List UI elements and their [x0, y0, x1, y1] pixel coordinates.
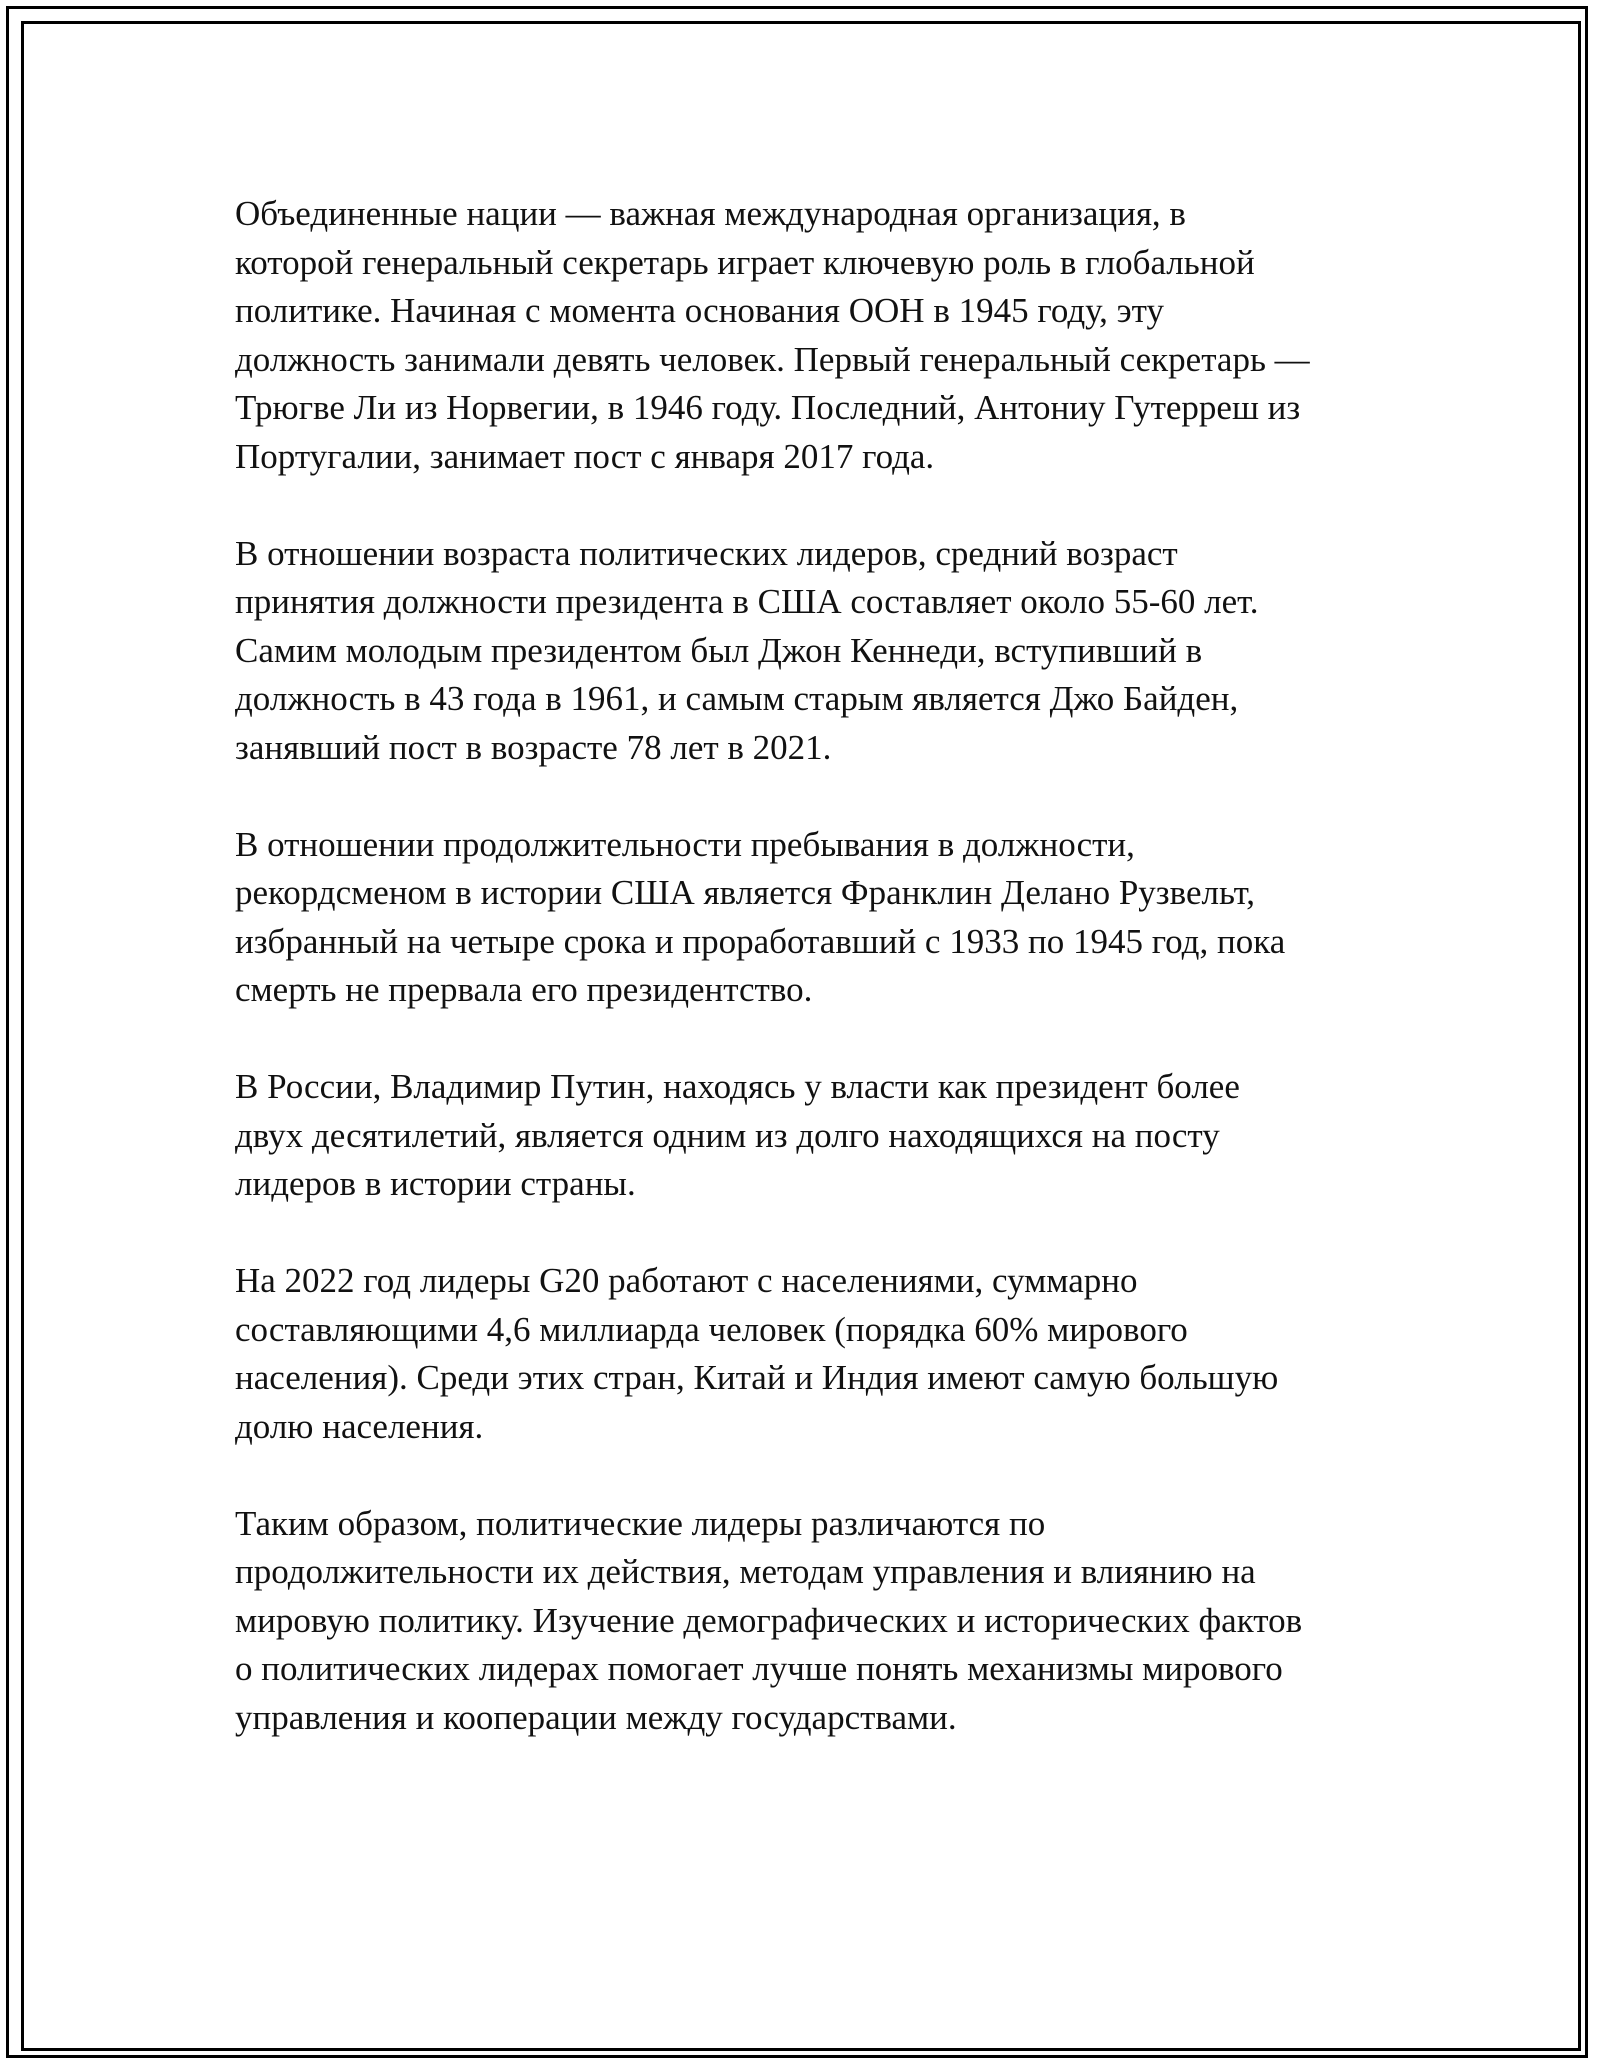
text-line: двух десятилетий, является одним из долго находящихся на посту [235, 1115, 1220, 1155]
text-line: На 2022 год лидеры G20 работают с населениями, суммарно [235, 1261, 1138, 1300]
text-line: В отношении возраста политических лидеров, средний возраст [235, 533, 1178, 573]
text-line: должность в 43 года в 1961, и самым старым является Джо Байден, [235, 679, 1239, 718]
text-line: занявший пост в возрасте 78 лет в 2021. [235, 727, 832, 767]
text-line: долю населения. [235, 1406, 484, 1446]
text-line: принятия должности президента в США составляет около 55-60 лет. [235, 582, 1259, 621]
text-line: мировую политику. Изучение демографических и исторических фактов [235, 1600, 1303, 1640]
paragraph-conclusion [235, 1500, 1385, 1743]
text-line: Самим молодым президентом был Джон Кеннеди, вступивший в [235, 630, 1203, 670]
text-line: политике. Начиная с момента основания ООН в 1945 году, эту [235, 291, 1164, 330]
text-line: продолжительности их действия, методам управления и влиянию на [235, 1552, 1256, 1591]
paragraph-tenure-record [235, 821, 1385, 1015]
text-line: которой генеральный секретарь играет ключевую роль в глобальной [235, 242, 1255, 282]
text-line: В отношении продолжительности пребывания в должности, [235, 824, 1135, 864]
text-line: смерть не прервала его президентство. [235, 970, 813, 1009]
paragraph-russia [235, 1063, 1385, 1209]
text-line: управления и кооперации между государствами. [235, 1697, 957, 1737]
paragraph-leader-age [235, 530, 1385, 773]
text-line: Трюгве Ли из Норвегии, в 1946 году. Последний, Антониу Гутерреш из [235, 388, 1301, 427]
text-line: Объединенные нации — важная международная организация, в [235, 194, 1186, 233]
text-line: В России, Владимир Путин, находясь у власти как президент более [235, 1067, 1240, 1106]
text-line: должность занимали девять человек. Первый генеральный секретарь — [235, 339, 1310, 379]
text-line: населения). Среди этих стран, Китай и Индия имеют самую большую [235, 1358, 1279, 1397]
text-line: о политических лидерах помогает лучше понять механизмы мирового [235, 1649, 1283, 1688]
paragraph-un-secretary-general [235, 190, 1385, 481]
text-line: составляющими 4,6 миллиарда человек (порядка 60% мирового [235, 1309, 1188, 1349]
document-body [235, 190, 1385, 1791]
text-line: рекордсменом в истории США является Франклин Делано Рузвельт, [235, 873, 1255, 912]
text-line: Таким образом, политические лидеры различаются по [235, 1503, 1046, 1543]
text-line: избранный на четыре срока и проработавший с 1933 по 1945 год, пока [235, 921, 1286, 961]
paragraph-g20-population [235, 1257, 1385, 1451]
text-line: Португалии, занимает пост с января 2017 года. [235, 436, 935, 476]
text-line: лидеров в истории страны. [235, 1164, 636, 1203]
